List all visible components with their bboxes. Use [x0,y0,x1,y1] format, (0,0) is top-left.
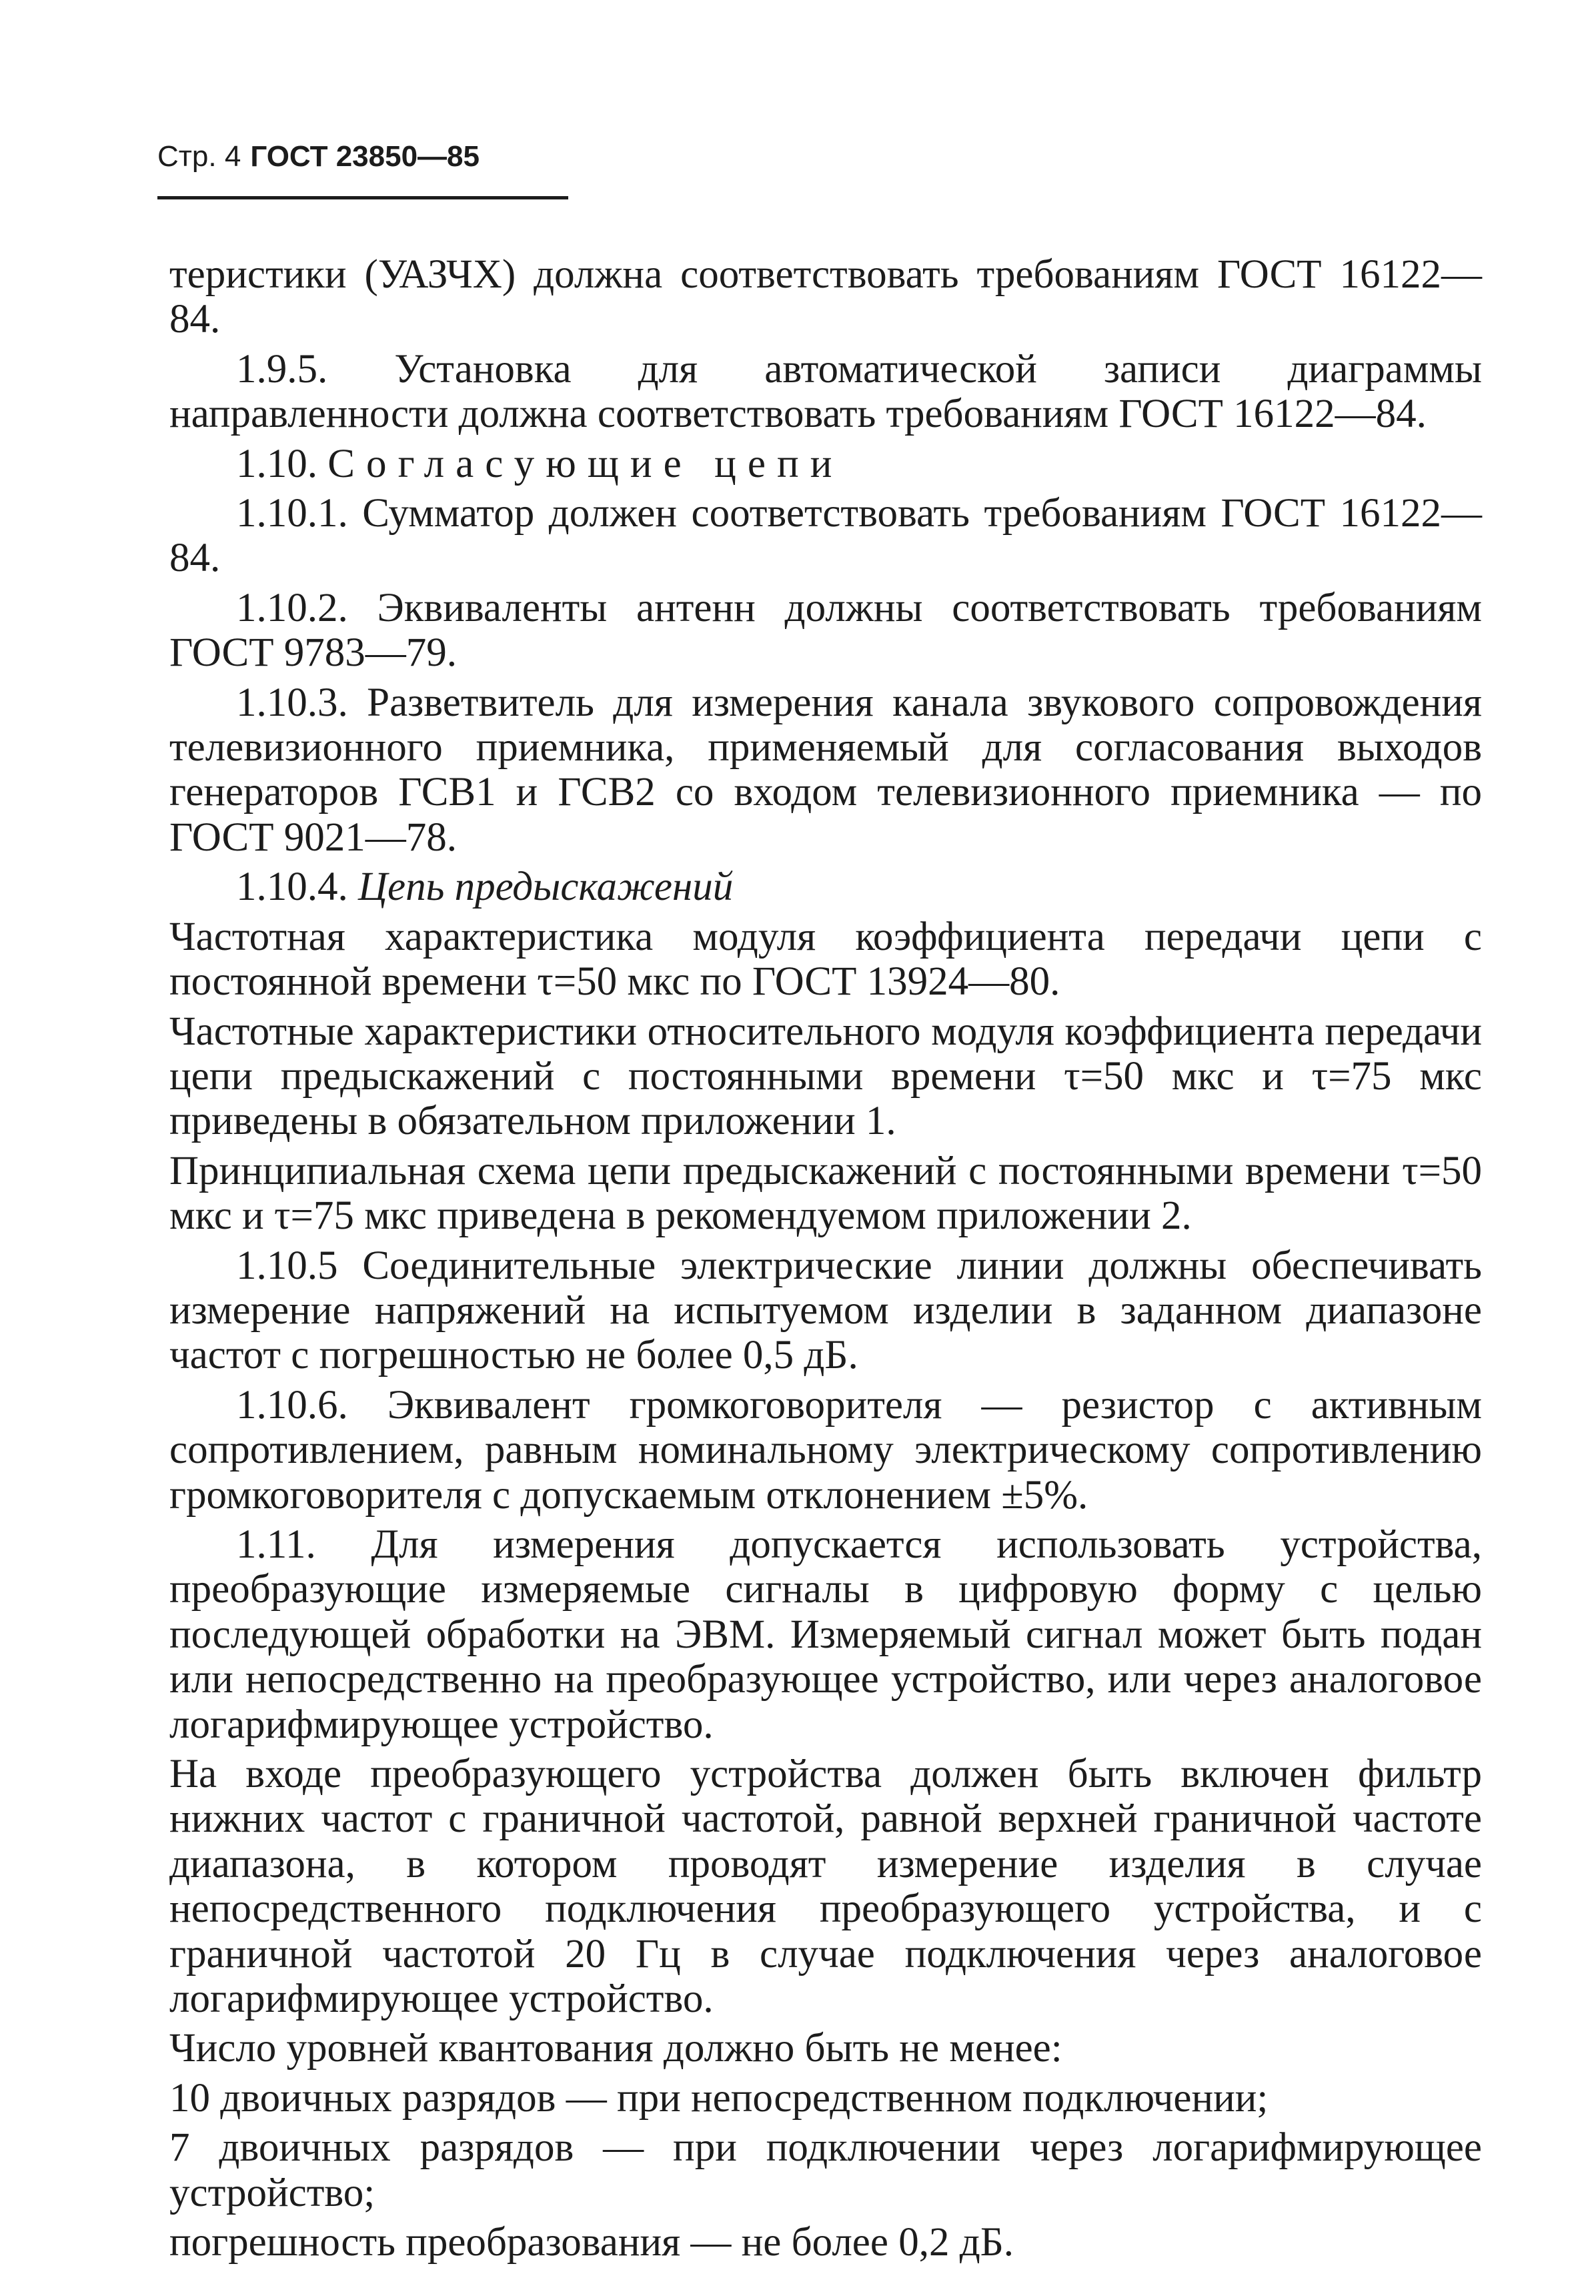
paragraph-1-10-2: 1.10.2. Эквиваленты антенн должны соответствовать требованиям ГОСТ 9783—79. [169,585,1482,676]
paragraph-frequency-response: Частотная характеристика модуля коэффициента передачи цепи с постоянной времени τ=50 мкс по ГОСТ 13924—80. [169,914,1482,1005]
subsection-number: 1.10.4. [236,865,358,910]
section-title: Согласующие цепи [327,441,844,486]
subsection-heading-1-10-4 [169,865,1482,909]
paragraph-1-10-1: 1.10.1. Сумматор должен соответствовать требованиям ГОСТ 16122—84. [169,491,1482,581]
section-heading-1-10 [169,442,1482,486]
page-header [157,137,571,177]
list-item-10-bits: 10 двоичных разрядов — при непосредственном подключении; [169,2075,1269,2121]
subsection-title: Цепь предыскажений [358,865,734,910]
header-rule [157,196,568,199]
list-item-7-bits: 7 двоичных разрядов — при подключении через логарифмирующее устройство; [169,2125,1482,2215]
paragraph-1-9-5: 1.9.5. Установка для автоматической записи диаграммы направленности должна соответствовать требованиям ГОСТ 16122—84. [169,346,1482,437]
paragraph-quantization-levels: Число уровней квантования должно быть не менее: [169,2026,1062,2071]
list-item-conversion-error: погрешность преобразования — не более 0,2 дБ. [169,2220,1014,2265]
paragraph-schematic: Принципиальная схема цепи предыскажений с постоянными времени τ=50 мкс и τ=75 мкс приведена в рекомендуемом приложении 2. [169,1148,1482,1239]
page-number-label: Стр. 4 [157,140,241,173]
standard-number-label: ГОСТ 23850—85 [250,140,480,173]
paragraph-relative-response: Частотные характеристики относительного модуля коэффициента передачи цепи предыскажений с постоянными времени τ=50 мкс и τ=75 мкс приведены в обязательном приложении 1. [169,1009,1482,1144]
paragraph-1-10-3: 1.10.3. Разветвитель для измерения канала звукового сопровождения телевизионного приемника, применяемый для согласования выходов генераторов ГСВ1 и ГСВ2 со входом телевизионного приемника — по ГОСТ 9021—78. [169,680,1482,860]
paragraph-continuation: теристики (УАЗЧХ) должна соответствовать требованиям ГОСТ 16122—84. [169,252,1482,342]
paragraph-1-10-5: 1.10.5 Соединительные электрические линии должны обеспечивать измерение напряжений на испытуемом изделии в заданном диапазоне частот с погрешностью не более 0,5 дБ. [169,1243,1482,1378]
paragraph-1-11: 1.11. Для измерения допускается использовать устройства, преобразующие измеряемые сигналы в цифровую форму с целью последующей обработки на ЭВМ. Измеряемый сигнал может быть подан или непосредственно на преобразующее устройство, или через аналоговое логарифмирующее устройство. [169,1522,1482,1747]
document-body [169,252,1482,2269]
paragraph-input-filter: На входе преобразующего устройства должен быть включен фильтр нижних частот с граничной частотой, равной верхней граничной частоте диапазона, в котором проводят измерение изделия в случае непосредственного подключения преобразующего устройства, и с граничной частотой 20 Гц в случае подключения через аналоговое логарифмирующее устройство. [169,1752,1482,2022]
paragraph-1-10-6: 1.10.6. Эквивалент громкоговорителя — резистор с активным сопротивлением, равным номинальному электрическому сопротивлению громкоговорителя с допускаемым отклонением ±5%. [169,1382,1482,1518]
section-number: 1.10. [236,441,328,486]
